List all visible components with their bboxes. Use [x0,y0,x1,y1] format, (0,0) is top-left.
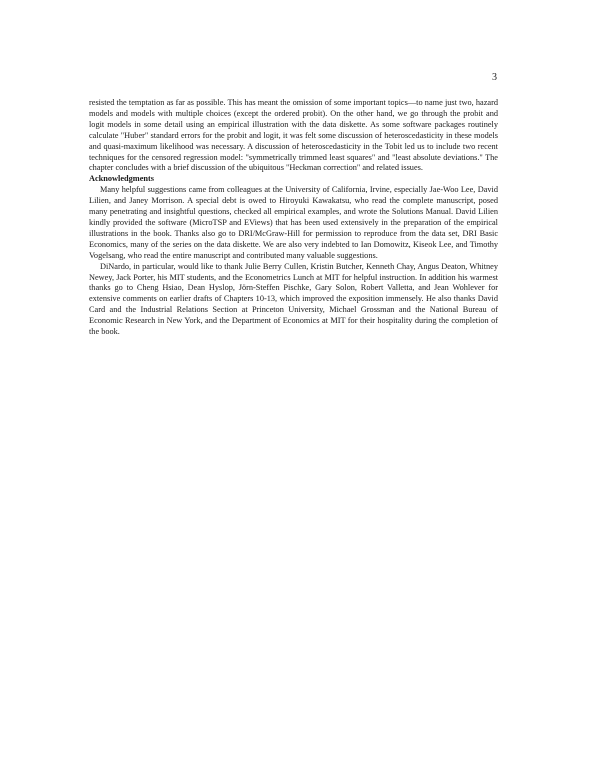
acknowledgments-paragraph-1: Many helpful suggestions came from colleagues at the University of California, Irvine, especially Jae-Woo Lee, David Lilien, and Janey Morrison. A special debt is owed to Hiroyuki Kawakatsu, who read the complete manuscript, posed many penetrating and insightful questions, checked all empirical examples, and wrote the Solutions Manual. David Lilien kindly provided the software (MicroTSP and EViews) that has been used extensively in the preparation of the empirical illustrations in the book. Thanks also go to DRI/McGraw-Hill for permission to reproduce from the data set, DRI Basic Economics, many of the series on the data diskette. We are also very indebted to Ian Domowitz, Kiseok Lee, and Timothy Vogelsang, who read the entire manuscript and contributed many valuable suggestions. [89,185,498,260]
acknowledgments-heading: Acknowledgments [89,174,154,184]
body-text [89,98,498,338]
acknowledgments-paragraph-2: DiNardo, in particular, would like to thank Julie Berry Cullen, Kristin Butcher, Kenneth Chay, Angus Deaton, Whitney Newey, Jack Porter, his MIT students, and the Econometrics Lunch at MIT for helpful instruction. In addition his warmest thanks go to Cheng Hsiao, Dean Hyslop, Jörn-Steffen Pischke, Gary Solon, Robert Valletta, and Jean Wohlever for extensive comments on earlier drafts of Chapters 10-13, which improved the exposition immensely. He also thanks David Card and the Industrial Relations Section at Princeton University, Michael Grossman and the National Bureau of Economic Research in New York, and the Department of Economics at MIT for their hospitality during the completion of the book. [89,261,498,337]
intro-paragraph: resisted the temptation as far as possible. This has meant the omission of some important topics—to name just two, hazard models and models with multiple choices (except the ordered probit). On the other hand, we go through the probit and logit models in some detail using an empirical illustration with the data diskette. As some software packages routinely calculate "Huber" standard errors for the probit and logit, it was felt some discussion of heteroscedasticity in these models and quasi-maximum likelihood was necessary. A discussion of heteroscedasticity in the Tobit led us to include two recent techniques for the censored regression model: "symmetrically trimmed least squares" and "least absolute deviations." The chapter concludes with a brief discussion of the ubiquitous "Heckman correction" and related issues. [89,98,498,173]
page-number: 3 [492,72,497,83]
